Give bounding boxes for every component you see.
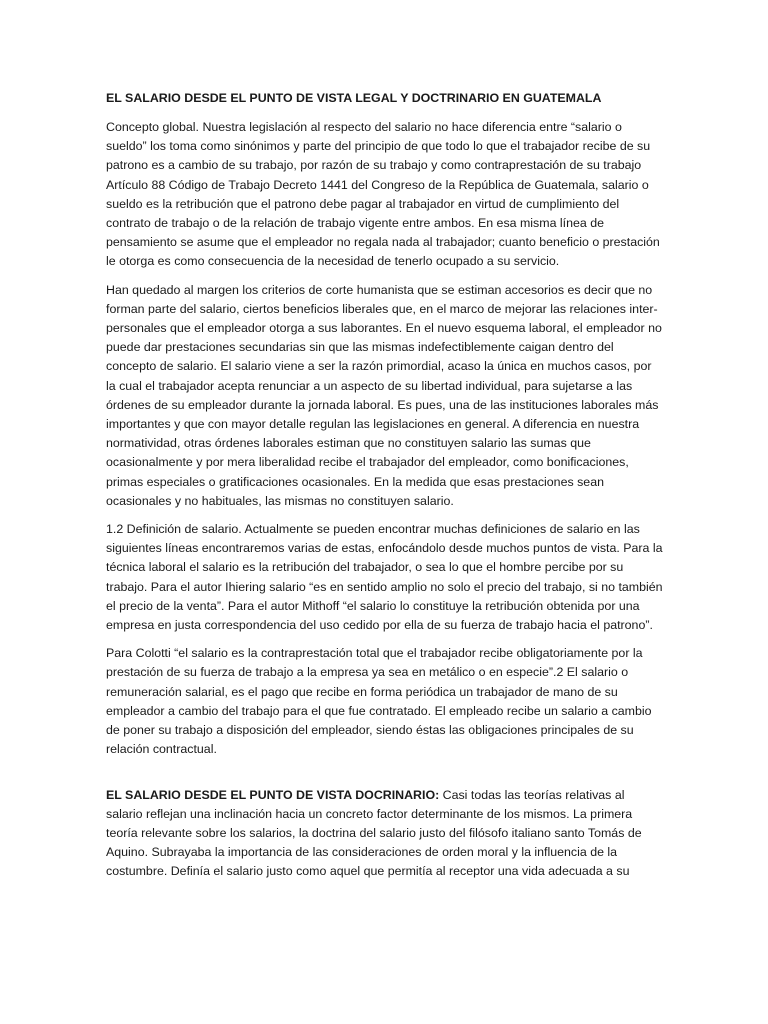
paragraph-concepto-global: Concepto global. Nuestra legislación al respecto del salario no hace diferencia entre “salario o sueldo” los toma como sinónimos y parte del principio de que todo lo que el trabajador recibe de su patrono es a cambio de su trabajo, por razón de su trabajo y como contraprestación de su trabajo Artículo 88 Código de Trabajo Decreto 1441 del Congreso de la República de Guatemala, salario o sueldo es la retribución que el patrono debe pagar al trabajador en virtud de cumplimiento del contrato de trabajo o de la relación de trabajo vigente entre ambos. En esa misma línea de pensamiento se asume que el empleador no regala nada al trabajador; cuanto beneficio o prestación le otorga es como consecuencia de la necesidad de tenerlo ocupado a su servicio. (106, 120, 660, 269)
paragraph-punto-vista-doctrinario (106, 786, 664, 882)
paragraph-criterios-humanistas: Han quedado al margen los criterios de corte humanista que se estiman accesorios es decir que no forman parte del salario, ciertos beneficios liberales que, en el marco de mejorar las relaciones inter-personales que el empleador otorga a sus laborantes. En el nuevo esquema laboral, el empleador no puede dar prestaciones secundarias sin que las mismas indefectiblemente caigan dentro del concepto de salario. El salario viene a ser la razón primordial, acaso la única en muchos casos, por la cual el trabajador acepta renunciar a un aspecto de su libertad individual, para sujetarse a las órdenes de su empleador durante la jornada laboral. Es pues, una de las instituciones laborales más importantes y que con mayor detalle regulan las legislaciones en general. A diferencia en nuestra normatividad, otras órdenes laborales estiman que no constituyen salario las sumas que ocasionalmente y por mera liberalidad recibe el trabajador del empleador, como bonificaciones, primas especiales o gratificaciones ocasionales. En la medida que esas prestaciones sean ocasionales y no habituales, las mismas no constituyen salario. (106, 282, 662, 508)
section-heading-doctrinario: EL SALARIO DESDE EL PUNTO DE VISTA DOCRINARIO: (106, 787, 440, 802)
section-body-doctrinario: Casi todas las teorías relativas al salario reflejan una inclinación hacia un concreto factor determinante de los mismos. La primera teoría relevante sobre los salarios, la doctrina del salario justo del filósofo italiano santo Tomás de Aquino. Subrayaba la importancia de las consideraciones de orden moral y la influencia de la costumbre. Definía el salario justo como aquel que permitía al receptor una vida adecuada a su (106, 787, 642, 879)
document-page (106, 90, 664, 891)
paragraph-colotti: Para Colotti “el salario es la contraprestación total que el trabajador recibe obligatoriamente por la prestación de su fuerza de trabajo a la empresa ya sea en metálico o en especie”.2 El salario o remuneración salarial, es el pago que recibe en forma periódica un trabajador de mano de su empleador a cambio del trabajo para el que fue contratado. El empleado recibe un salario a cambio de poner su trabajo a disposición del empleador, siendo éstas las obligaciones principales de su relación contractual. (106, 646, 652, 757)
section-spacer (106, 769, 664, 786)
document-title: EL SALARIO DESDE EL PUNTO DE VISTA LEGAL Y DOCTRINARIO EN GUATEMALA (106, 91, 602, 105)
paragraph-definicion-salario: 1.2 Definición de salario. Actualmente se pueden encontrar muchas definiciones de salario en las siguientes líneas encontraremos varias de estas, enfocándolo desde muchos puntos de vista. Para la técnica laboral el salario es la retribución del trabajador, o sea lo que el hombre percibe por su trabajo. Para el autor Ihiering salario “es en sentido amplio no solo el precio del trabajo, si no también el precio de la venta”. Para el autor Mithoff “el salario lo constituye la retribución obtenida por una empresa en justa correspondencia del uso cedido por ella de su fuerza de trabajo hacia el patrono”. (106, 522, 663, 633)
